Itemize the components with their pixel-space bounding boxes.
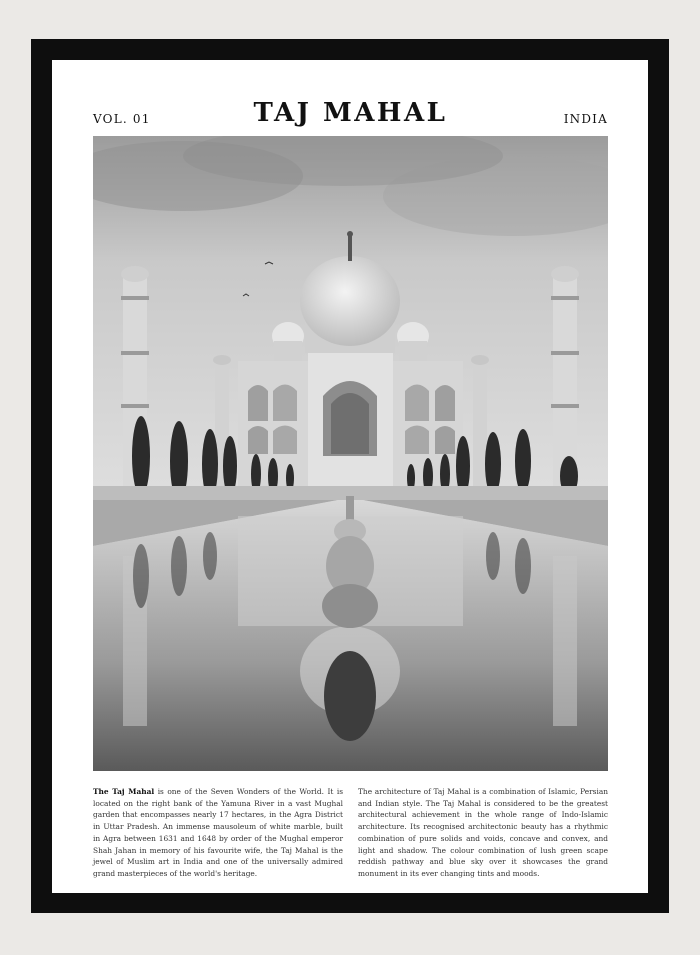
description-lead: The Taj Mahal (93, 787, 155, 796)
photo-illustration (93, 136, 608, 771)
description-left-text: is one of the Seven Wonders of the World. It is located on the right bank of the Yamuna River in a vast Mughal garden that encompasses nearly 17 hectares, in the Agra District in Uttar Pradesh. An immense mausoleum of white marble, built in Agra between 1631 and 1648 by order of the Mughal emperor Shah Jahan in memory of his favourite wife, the Taj Mahal is the jewel of Muslim art in India and one of the universally admired grand masterpieces of the world's heritage. (93, 787, 343, 878)
country-label: INDIA (563, 112, 608, 126)
description-left (93, 786, 343, 880)
description-right-text: The architecture of Taj Mahal is a combination of Islamic, Persian and Indian style. The Taj Mahal is considered to be the greatest architectural achievement in the whole range of Indo-Islamic architecture. Its recognised architectonic beauty has a rhythmic combination of pure solids and voids, concave and convex, and light and shadow. The colour combination of lush green scape reddish pathway and blue sky over it showcases the grand monument in its ever changing tints and moods. (358, 787, 608, 878)
description-right (358, 786, 608, 880)
poster-header (93, 96, 608, 136)
poster-title: TAJ MAHAL (253, 98, 448, 128)
volume-label: VOL. 01 (93, 112, 151, 126)
taj-mahal-photo (93, 136, 608, 771)
